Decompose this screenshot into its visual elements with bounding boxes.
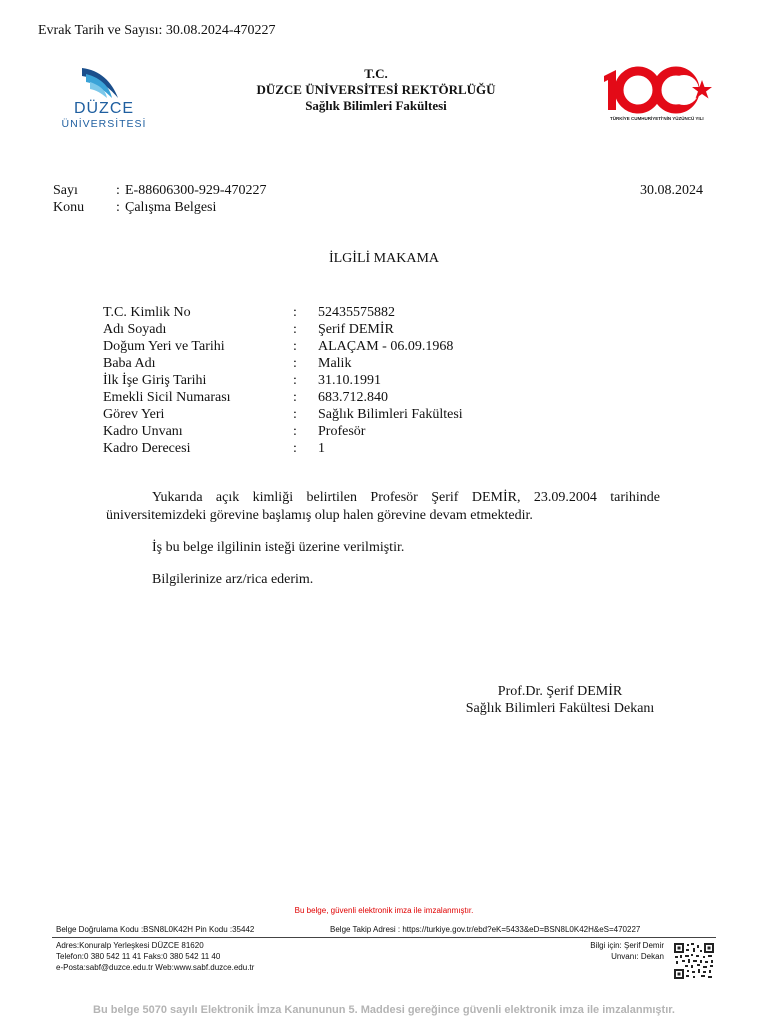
- info-label: Kadro Unvanı: [103, 424, 183, 439]
- info-colon: :: [293, 407, 297, 422]
- info-row: [103, 390, 603, 407]
- letter-body: [106, 489, 660, 589]
- address-line: Adres:Konuralp Yerleşkesi DÜZCE 81620: [56, 941, 204, 950]
- info-row: [103, 424, 603, 441]
- centennial-100-icon: [598, 64, 716, 116]
- contact-person: [560, 940, 664, 962]
- info-person: Bilgi için: Şerif Demir: [590, 941, 664, 950]
- info-row: [103, 305, 603, 322]
- verification-code: Belge Doğrulama Kodu :BSN8L0K42H Pin Kodu :35442: [56, 925, 255, 934]
- info-row: [103, 407, 603, 424]
- info-label: Emekli Sicil Numarası: [103, 390, 231, 405]
- info-value: 683.712.840: [318, 390, 388, 405]
- phone-line: Telefon:0 380 542 11 41 Faks:0 380 542 11 40: [56, 952, 221, 961]
- body-paragraph-3: Bilgilerinize arz/rica ederim.: [152, 572, 314, 587]
- info-label: Adı Soyadı: [103, 322, 167, 337]
- legal-notice: Bu belge 5070 sayılı Elektronik İmza Kanununun 5. Maddesi gereğince güvenli elektronik imza ile imzalanmıştır.: [93, 1004, 675, 1016]
- info-label: Kadro Derecesi: [103, 441, 191, 456]
- qr-code-icon: [673, 942, 715, 980]
- info-value: 31.10.1991: [318, 373, 381, 388]
- info-label: T.C. Kimlik No: [103, 305, 191, 320]
- logo-wordmark-duzce: DÜZCE: [73, 100, 135, 117]
- info-row: [103, 373, 603, 390]
- info-colon: :: [293, 356, 297, 371]
- footer-divider: [52, 937, 716, 938]
- body-paragraph-2: İş bu belge ilgilinin isteği üzerine verilmiştir.: [152, 540, 405, 555]
- info-value: Şerif DEMİR: [318, 322, 394, 337]
- info-colon: :: [293, 441, 297, 456]
- signature-block: [440, 683, 680, 717]
- info-role: Unvanı: Dekan: [611, 952, 664, 961]
- info-label: Görev Yeri: [103, 407, 165, 422]
- university-emblem-icon: [52, 64, 156, 102]
- info-colon: :: [293, 305, 297, 320]
- info-row: [103, 322, 603, 339]
- info-colon: :: [293, 339, 297, 354]
- info-label: Baba Adı: [103, 356, 156, 371]
- info-value: 1: [318, 441, 325, 456]
- info-value: Sağlık Bilimleri Fakültesi: [318, 407, 463, 422]
- info-colon: :: [293, 390, 297, 405]
- letterhead: [200, 66, 552, 114]
- info-row: [103, 441, 603, 458]
- info-row: [103, 339, 603, 356]
- body-paragraph-1: Yukarıda açık kimliği belirtilen Profesör Şerif DEMİR, 23.09.2004 tarihinde üniversitemizdeki görevine başlamış olup halen görevine devam etmektedir.: [106, 490, 660, 523]
- header-faculty: Sağlık Bilimleri Fakültesi: [305, 98, 447, 113]
- logo-wordmark-universitesi: ÜNİVERSİTESİ: [61, 118, 147, 130]
- info-colon: :: [293, 424, 297, 439]
- konu-colon: :: [116, 200, 120, 215]
- info-value: Profesör: [318, 424, 366, 439]
- info-row: [103, 356, 603, 373]
- info-colon: :: [293, 322, 297, 337]
- info-label: Doğum Yeri ve Tarihi: [103, 339, 225, 354]
- centennial-caption: TÜRKİYE CUMHURİYETİ'NİN YÜZÜNCÜ YILI: [610, 116, 704, 121]
- document-date-number: Evrak Tarih ve Sayısı: 30.08.2024-470227: [38, 23, 276, 38]
- info-value: Malik: [318, 356, 352, 371]
- tracking-address[interactable]: Belge Takip Adresi : https://turkiye.gov.tr/ebd?eK=5433&eD=BSN8L0K42H&eS=470227: [330, 925, 641, 934]
- sayi-label: Sayı: [53, 183, 78, 198]
- email-web-line: e-Posta:sabf@duzce.edu.tr Web:www.sabf.duzce.edu.tr: [56, 963, 255, 972]
- signatory-name: Prof.Dr. Şerif DEMİR: [497, 684, 623, 699]
- signatory-title: Sağlık Bilimleri Fakültesi Dekanı: [465, 701, 655, 716]
- addressee: İLGİLİ MAKAMA: [328, 251, 440, 266]
- sayi-value: E-88606300-929-470227: [125, 183, 267, 198]
- contact-address: [56, 940, 254, 973]
- document-date: 30.08.2024: [640, 183, 703, 198]
- konu-label: Konu: [53, 200, 85, 215]
- turkiye-100-year-logo: [598, 64, 716, 126]
- duzce-university-logo: [52, 64, 156, 134]
- sayi-colon: :: [116, 183, 120, 198]
- konu-value: Çalışma Belgesi: [125, 200, 217, 215]
- info-label: İlk İşe Giriş Tarihi: [103, 373, 207, 388]
- info-colon: :: [293, 373, 297, 388]
- e-signature-note: Bu belge, güvenli elektronik imza ile imzalanmıştır.: [294, 906, 474, 915]
- header-rectorate: DÜZCE ÜNİVERSİTESİ REKTÖRLÜĞÜ: [256, 82, 496, 97]
- info-value: 52435575882: [318, 305, 395, 320]
- personal-info-table: [103, 305, 603, 458]
- info-value: ALAÇAM - 06.09.1968: [318, 339, 454, 354]
- header-tc: T.C.: [364, 66, 388, 81]
